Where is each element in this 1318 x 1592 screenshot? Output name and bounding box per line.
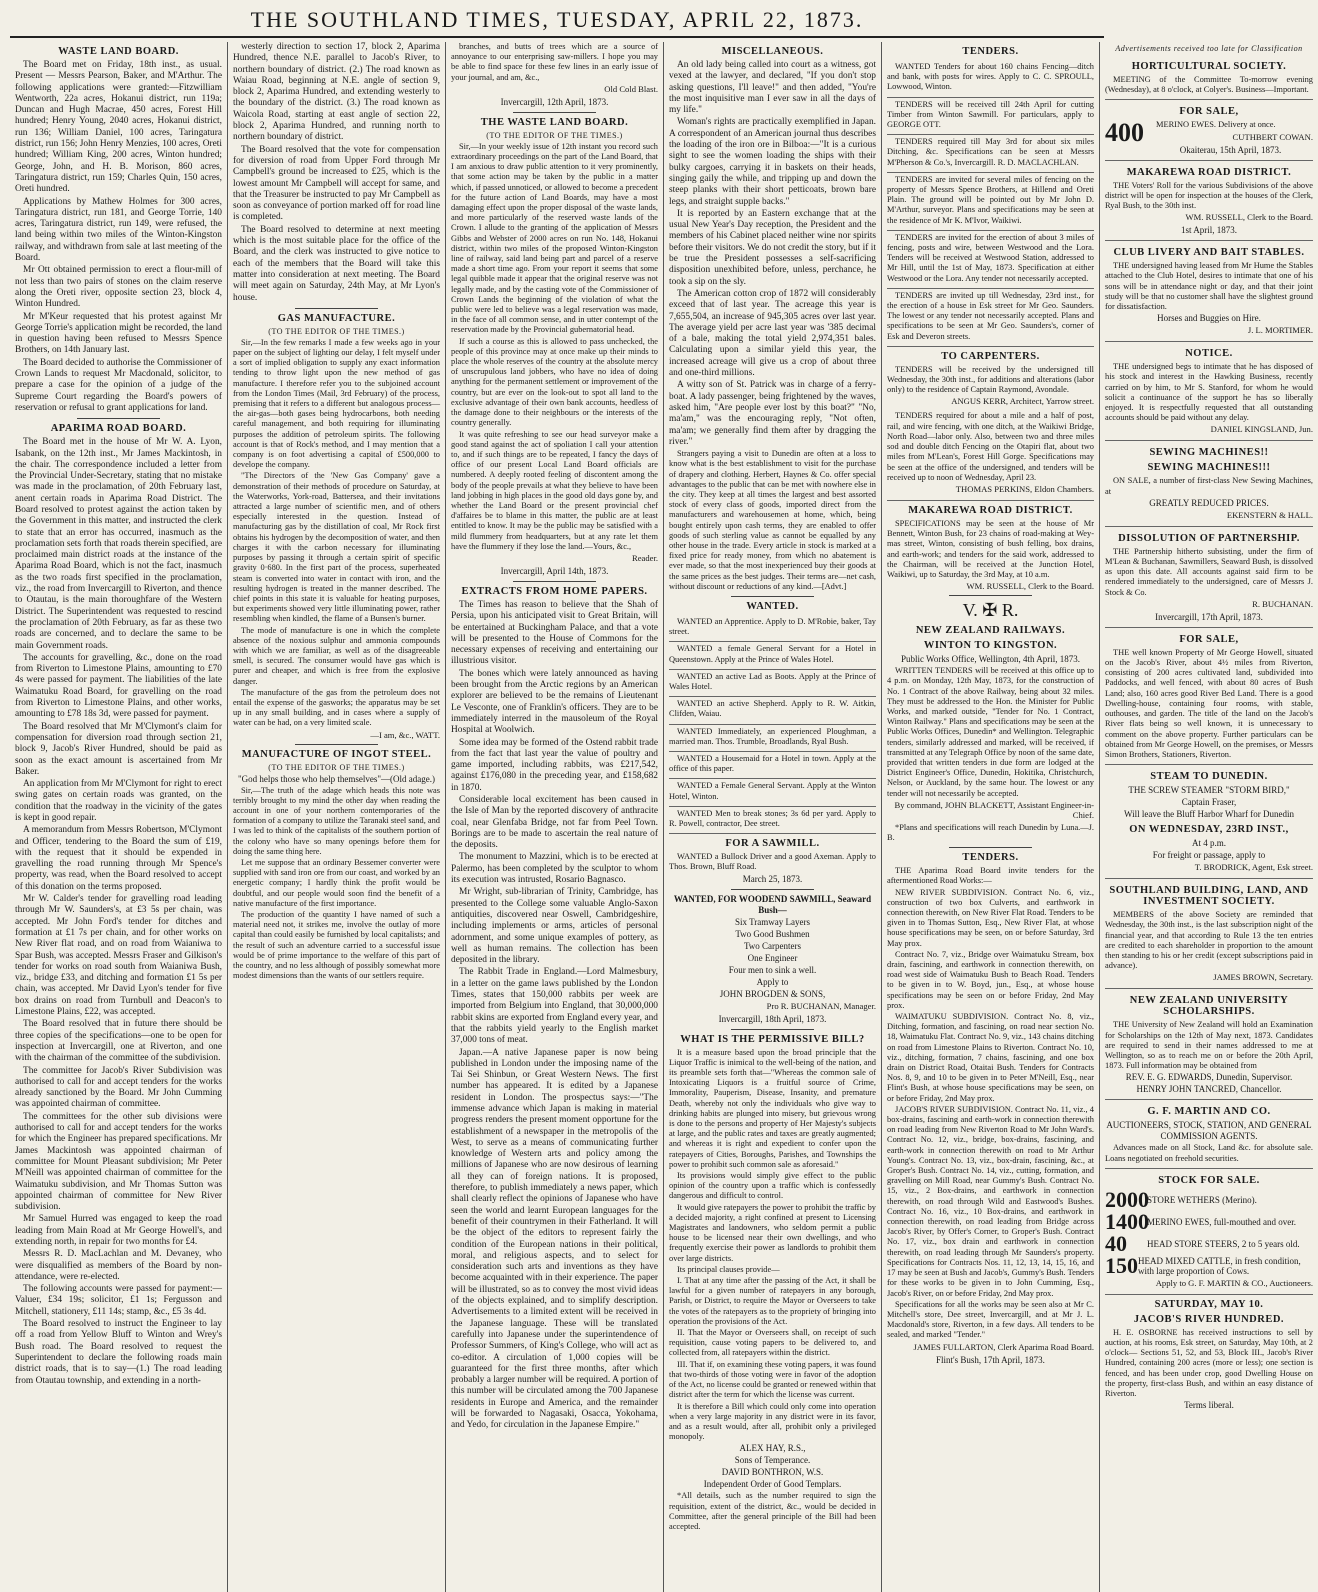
stock-item	[1105, 1252, 1313, 1278]
paragraph: The mode of manufacture is one in which the complete absence of the noxious sulphur and ammonia compounds with which we are familiar, as well as of the disagreeable smell, is secured. The consumer would have gas which is purer and cheaper, and which is free from the explosive danger.	[233, 625, 440, 686]
ad-text: THE Voters' Roll for the various Subdivisions of the above district will be open for inspection at the houses of the Clerk, Ryal Bush, to the 30th inst.	[1105, 180, 1313, 211]
ad-signature: DANIEL KINGSLAND, Jun.	[1210, 424, 1313, 435]
paragraph: I. That at any time after the passing of the Act, it shall be lawful for a given number of ratepayers in any borough, Parish, or District, to require the Mayor or Overseers to take the votes of the ratepayers as to the propriety of bringing into operation the provisions of the Act.	[669, 1276, 876, 1326]
aparima-road-board-heading: APARIMA ROAD BOARD.	[50, 423, 187, 435]
ad-signature: Apply to G. F. MARTIN & CO., Auctioneers.	[1155, 1277, 1313, 1288]
winton-kingston-heading: WINTON TO KINGSTON.	[923, 640, 1058, 652]
stock-desc: MERINO EWES, full-mouthed and over.	[1147, 1216, 1296, 1227]
paragraph: Specifications for all the works may be seen also at Mr C. Mitchell's store, Dee street, Invercargill, and at Mr J. L. Macdonald's store, Riverton, in a few days. All tenders to be sealed, and marked "Tender."	[887, 1299, 1094, 1340]
divider	[731, 596, 814, 597]
stock-item	[1105, 1230, 1313, 1256]
column-4	[664, 42, 882, 1592]
paragraph: The Board decided to authorise the Commissioner of Crown Lands to request Mr Macdonald, solicitor, to prepare a case for the opinion of a judge of the Supreme Court regarding the Board's powers of reservation or refusal to grant applications for land.	[15, 357, 222, 413]
ad-text: THE undersigned begs to intimate that he has disposed of his stock and interest in the Hawking Business, recently carried on by him, to Mr S. Stanford, for whom he would solicit a continuance of the support he has so liberally enjoyed. It is respectfully requested that all outstanding accounts should be paid without any delay.	[1105, 362, 1313, 423]
apply-note: For freight or passage, apply to	[1152, 850, 1266, 861]
classified-ad	[669, 697, 876, 724]
paragraph: Strangers paying a visit to Dunedin are often at a loss to know what is the best establishment to visit for the purchase of drapery and clothing. Herbert, Haynes & Co. offer special advantages to the public that can be met with nowhere else in the city. They keep at all times the largest and best assorted stock of every class of goods, imported direct from the manufacturers and warehousemen at home, which, being bought entirely upon cash terms, they are enabled to offer goods of such sterling value as cannot be equalled by any other house in the trade. Every article in stock is marked at a fixed price for ready money, from which no abatement is ever made, so that the most inexperienced buy their goods at the same prices as the best judges. Their terms are—net cash, without discount or reductions of any kind.—[Advt.]	[669, 449, 876, 591]
ad-date: Okaiterau, 15th April, 1873.	[1179, 144, 1282, 155]
column-2	[228, 42, 446, 1592]
woodend-apply: Apply to	[756, 976, 789, 987]
departure-time: At 4 p.m.	[1191, 838, 1226, 849]
woodend-item: Four men to sink a well.	[728, 964, 817, 975]
tender-ad	[887, 409, 1094, 500]
footnote: *Plans and specifications will reach Dunedin by Luna.—J. B.	[887, 822, 1094, 842]
letter-date: Invercargill, 12th April, 1873.	[500, 96, 609, 107]
dissolution-heading: DISSOLUTION OF PARTNERSHIP.	[1118, 532, 1300, 544]
ingot-steel-heading: MANUFACTURE OF INGOT STEEL.	[241, 748, 432, 760]
ad-text: WANTED Immediately, an experienced Ploughman, a married man. Thos. Trumble, Broadlands, Ryal Bush.	[669, 726, 876, 746]
ad-text: MERINO EWES. Delivery at once.	[1156, 120, 1276, 130]
paragraph: It would give ratepayers the power to prohibit the traffic by a decided majority, a right confined at present to Licensing Magistrates and landowners, who seldom permit a public house to be licensed near their own dwellings, and who frequently exercise their power as landlords to prohibit them over large districts.	[669, 1202, 876, 1263]
woodend-item: One Engineer	[747, 952, 798, 963]
footnote: *All details, such as the number required to sign the requisition, extent of the district, &c., would be decided in Committee, after the general principle of the Bill had been accepted.	[669, 1491, 876, 1531]
ad-text: WANTED a female General Servant for a Hotel in Queenstown. Apply at the Prince of Wales Hotel.	[669, 644, 876, 664]
editor-subheading: (TO THE EDITOR OF THE TIMES.)	[268, 326, 405, 336]
horticultural-heading: HORTICULTURAL SOCIETY.	[1131, 61, 1287, 72]
paragraph: THE Aparima Road Board invite tenders for the aftermentioned Road Works:—	[887, 866, 1094, 886]
divider	[295, 744, 378, 745]
paragraph: An application from Mr M'Clymont for right to erect swing gates on certain roads was granted, on the condition that the roadway in the vicinity of the gates is kept in good repair.	[15, 779, 222, 823]
paragraph: Its principal clauses provide—	[677, 1264, 780, 1274]
ad-text: MEMBERS of the above Society are reminded that Wednesday, the 30th inst., is the last subscription night of the financial year, and that according to Rule 13 the ten entries are credited to each shareholder in proportion to the amount then standing to his or her credit (except subscriptions paid in advance).	[1105, 910, 1313, 971]
ad-text: TENDERS are invited for the erection of about 3 miles of fencing, posts and wire, between Westwood and the Lora. Tenders will be received at Westwood Station, addressed to Mr Hill, until the 1st of May, 1873. Specification at either Westwood or the Lora. Any tender not necessarily accepted.	[887, 232, 1094, 283]
paragraph: Mr M'Keur requested that his protest against Mr George Torrie's application might be recorded, the land in question having been refused to Messrs Spence Brothers, on 14th January last.	[15, 311, 222, 356]
classified-ad	[669, 642, 876, 669]
paragraph: The committee for Jacob's River Subdivision was authorised to call for and accept tenders for the works already sanctioned by the Board. Mr John Cumming was appointed chairman of committee.	[15, 1065, 222, 1110]
paragraph: It is reported by an Eastern exchange that at the usual New Year's Day reception, the President and the members of his Cabinet placed neither wine nor spirits before their visitors. We do not credit the story, but if it be true the President possesses a self-sacrificing disposition unexhibited before, unless, perchance, he took a sip on the sly.	[669, 208, 876, 287]
paragraph: II. That the Mayor or Overseers shall, on receipt of such requisition, cause voting papers to be delivered to, and collected from, all ratepayers within the district.	[669, 1328, 876, 1358]
paragraph: Considerable local excitement has been caused in the Isle of Man by the reported discovery of anthracite coal, near Glenfaba Bridge, not far from Peel Town. Borings are to be made to ascertain the real nature of the deposits.	[451, 794, 658, 851]
paragraph: Sir,—In the few remarks I made a few weeks ago in your paper on the subject of lighting our delay, I felt myself under a sort of implied obligation to supply any exact information tending to throw light upon the new method of gas manufacture. I therefore refer you to the subjoined account from the London Times (Mail, 3rd February) of the process, premising that it refers to a different but analogous process—the air-gas—both gases being hydrocarbons, both needing careful management, and both requiring for illuminating purposes the addition of petroleum spirits. The following account is that of Rock's method, and I may mention that a company is on foot advertising a capital of £500,000 to develope the company.	[233, 337, 440, 470]
paragraph: The bones which were lately announced as having been brought from the Arctic regions by an American explorer are believed to be the remains of Lieutenant Le Vesconte, one of Franklin's officers. They are to be immediately interred in the mausoleum of the Royal Hospital at Woolwich.	[451, 668, 658, 736]
sewing-heading-2: SEWING MACHINES!!!	[1147, 462, 1271, 474]
jacobs-river-ad	[1105, 1299, 1313, 1411]
paragraph: Messrs R. D. MacLachlan and M. Devaney, who were disqualified as members of the Board by non-attendance, were re-elected.	[15, 1249, 222, 1282]
late-ads-note: Advertisements received too late for Classification	[1115, 44, 1303, 53]
permissive-bill-article	[669, 1048, 876, 1443]
paragraph: The Board resolved that Mr M'Clymont's claim for compensation for diversion road through section 21, block 9, Jacob's River Hundred, should be paid as soon as the exact amount is ascertained from Mr Baker.	[15, 721, 222, 777]
ad-signature: JAMES BROWN, Secretary.	[1213, 972, 1313, 983]
stock-heading: STOCK FOR SALE.	[1158, 1174, 1260, 1186]
divider	[513, 581, 596, 582]
stock-desc: HEAD MIXED CATTLE, in fresh condition, with large proportion of Cows.	[1138, 1255, 1301, 1276]
paragraph: The Board resolved that the vote for compensation for diversion of road from Upper Ford through Mr Campbell's ground be increased to £25, which is the lowest amount Mr Campbell will accept for same, and that the Treasurer be instructed to pay Mr Campbell as soon as conveyance of portion marked off for road line is completed.	[233, 144, 440, 223]
paragraph: Sir,—The truth of the adage which heads this note was terribly brought to my mind the other day when reading the account in one of your northern contemporaries of the formation of a company to utilize the Taranaki steel sand, and I was led to think of the capitalists of the southern portion of the colony who have so many openings before them for doing the same thing here.	[233, 785, 440, 856]
letter-signature: —I am, &c., WATT.	[370, 729, 440, 740]
sewing-machines-ad	[1105, 441, 1313, 526]
paragraph: branches, and butts of trees which are a source of annoyance to our enterprising saw-millers. I hope you may be able to find space for these few lines in an early issue of your journal, and am, &c.,	[451, 42, 658, 82]
classified-ad	[669, 670, 876, 697]
sewing-price: GREATLY REDUCED PRICES.	[1149, 497, 1269, 508]
paragraph: JACOB'S RIVER SUBDIVISION. Contract No. 11, viz., 4 box-drains, fascining and earth-work in connection therewith on road leading from New Riverton Road to Mr John Ward's. Contract No. 12, viz., bridge, box-drains, fascining, and earth-work in connection therewith on road to Mr Arthur Young's. Contract No. 13, viz., box-drain, fascining, &c., at Groper's Bush. Contract No. 14, viz., cutting, formation, and gravelling on Mill Road, near Gummy's Bush. Contract No. 15, viz., 2 Box-drains, and earthwork in connection therewith, on road through Wild and Eastwood's Bushes. Contract No. 16, viz., 10 Box-drains, and earthwork in connection therewith, on road leading from Bridge across Jacob's River, by Offer's Corner, to Groper's Bush. Contract No. 17, viz., box drain and earthwork in connection therewith, on road leading through Mr Saunders's property. Specifications for Contracts Nos. 11, 12, 13, 14, 15, 16, and 17 may be seen at Bush and Jacob's, Gummy's Bush. Tenders for these works to be given in to John Cumming, Esq., Jacob's River, on or before Friday, 2nd May prox.	[887, 1104, 1094, 1298]
ad-text: TENDERS will be received till 24th April for cutting Timber from Winton Sawmill. For particulars, apply to GEORGE OTT.	[887, 99, 1094, 130]
steam-heading: STEAM TO DUNEDIN.	[1150, 771, 1268, 783]
tender-ad	[887, 135, 1094, 173]
ad-text: SPECIFICATIONS may be seen at the house of Mr Bennett, Winton Bush, for 23 chains of road-making at Wey-mas street, Winton, consisting of bush felling, box drains, and earth-work; and tenders for the said work, addressed to the Chairman, will be received at the Junction Hotel, Waikiwi, up to Saturday, the 3rd May, at 10 a.m.	[887, 518, 1094, 579]
paragraph: WAIMATUKU SUBDIVISION. Contract No. 8, viz., Ditching, formation, and fascining, on road near section No. 18, Waimatuku Flat. Contract No. 9, viz., 143 chains ditching on road from Limestone Plains to Riverton. Contract No. 10, viz., ditching, formation, 7 chains, fascining, and one box drain on District Road, Otaitai Bush. Tenders for Contracts Nos. 8, 9, and 10 to be given in to Peter M'Neill, Esq., near Flint's Bush, at whose house specifications may be seen, on or before Friday, 2nd May prox.	[887, 1012, 1094, 1103]
divider	[731, 1029, 814, 1030]
ad-text: TENDERS will be received by the undersigned till Wednesday, the 30th inst., for additions and alterations (labor only) to the residence of Captain Raymond, Avondale.	[887, 364, 1094, 395]
ewes-count: 400	[1105, 118, 1144, 148]
ad-text: THE University of New Zealand will hold an Examination for Scholarships on the 12th of May next, 1873. Candidates are required to send in their names addressed to me at Wellington, so as to reach me on or before the 20th April, 1873. Full information may be obtained from	[1105, 1020, 1313, 1071]
makarewa-heading: MAKAREWA ROAD DISTRICT.	[1126, 166, 1292, 178]
paragraph: Mr Samuel Hurred was engaged to keep the road leading from Main Road at Mr George Howell's, and extending north, in repair for two months for £4.	[15, 1214, 222, 1247]
classified-ad	[669, 807, 876, 834]
steamer-name: THE SCREW STEAMER "STORM BIRD,"	[1128, 785, 1290, 796]
paragraph: The committees for the other sub divisions were authorised to call for and accept tenders for the works for which the Engineer has prepared specifications. Mr James Mackintosh was appointed chairman of committee for Mount Pleasant subdivision; Mr Peter M'Neill was appointed chairman of committee for the Waimatuku subdivision, and Mr Thomas Sutton was appointed chairman of committee for New River subdivision.	[15, 1111, 222, 1213]
stock-desc: HEAD STORE STEERS, 2 to 5 years old.	[1147, 1238, 1300, 1249]
paragraph: A witty son of St. Patrick was in charge of a ferry-boat. A lady passenger, being frightened by the waves, asked him, "Are people ever lost by this boat?" "No, ma'am," was the encouraging reply, "Not often, ma'am; we generally find them after by dragging the river."	[669, 380, 876, 447]
ad-text: THE Partnership hitherto subsisting, under the firm of M'Lean & Buchanan, Sawmillers, Seaward Bush, is dissolved as upon this date. All accounts against said firm to be rendered immediately to the undersigned, care of Messrs J. Stock & Co.	[1105, 546, 1313, 597]
permissive-bill-heading: WHAT IS THE PERMISSIVE BILL?	[680, 1033, 865, 1045]
paragraph: It is therefore a Bill which could only come into operation when a very large majority in any district were in its favor, and as a result would, after all, prohibit only a privileged monopoly.	[669, 1401, 876, 1442]
club-livery-ad	[1105, 241, 1313, 342]
ad-text: ON SALE, a number of first-class New Sewing Machines, at	[1105, 476, 1313, 496]
paragraph: The production of the quantity I have named of such a material need not, it strikes me, involve the outlay of more capital than could easily be furnished by local capitalists; and the result of such an adventure carried to a successful issue would be of prime importance to the welfare of this part of the country, and no less although of possibly somewhat more modest dimensions than the wants of our settlers require.	[233, 909, 440, 981]
for-sale-heading: FOR SALE,	[1179, 633, 1239, 645]
horticultural-ad	[1105, 55, 1313, 100]
university-heading: NEW ZEALAND UNIVERSITY SCHOLARSHIPS.	[1129, 995, 1289, 1018]
nz-railways-heading: NEW ZEALAND RAILWAYS.	[915, 625, 1066, 637]
paragraph: A memorandum from Messrs Robertson, M'Clymont and Officer, tendering to the Board the sum of £19, with the request that it should be expended in gravelling the road running through Mr Spence's property, was read, when the Board resolved to accept of this donation on the terms proposed.	[15, 825, 222, 892]
ad-text: TENDERS are invited up till Wednesday, 23rd inst., for the erection of a house in Esk street for Mr Geo. Saunders. The lowest or any tender not necessarily accepted. Plans and specifications to be seen at Mr Geo. Saunders's, corner of Esk and Deveron streets.	[887, 290, 1094, 341]
ad-text: THE well known Property of Mr George Howell, situated on the Jacob's River, about 4½ miles from Riverton, consisting of 200 acres cultivated land, subdivided into Paddocks, and well fenced, with about 80 acres of Bush Land; also, 160 acres good River Bed Land. There is a good Dwelling-house, containing four rooms, with stable, outhouses, and garden. The title of the land on the Jacob's River flats being so well known, it is unnecessary to comment on the above property. Further particulars can be obtained from Mr George Howell, on the premises, or Messrs Simon Brothers, Stationers, Riverton.	[1105, 647, 1313, 759]
ad-signature: JAMES FULLARTON, Clerk Aparima Road Board.	[913, 1341, 1094, 1352]
captain: Captain Fraser,	[1181, 797, 1237, 808]
ad-text: H. E. OSBORNE has received instructions to sell by auction, at his rooms, Esk street, on Saturday, May 10th, at 2 o'clock— Sections 51, 52, and 53, Block III., Jacob's River Hundred, containing 200 acres (more or less); one section is fenced, and has been under crop, good Dwelling House on the property, first-class Bush, and within an easy distance of Riverton.	[1105, 1327, 1313, 1398]
ad-signature: THOMAS PERKINS, Eldon Chambers.	[955, 483, 1094, 494]
paragraph: III. That if, on examining these voting papers, it was found that two-thirds of those voting were in favor of the adoption of the Act, no license could be granted or renewed within that district after the term for which the license was current.	[669, 1359, 876, 1400]
waste-land-letter-heading: THE WASTE LAND BOARD.	[480, 116, 629, 128]
stock-count: 2000	[1105, 1186, 1149, 1212]
gas-manufacture-heading: GAS MANUFACTURE.	[277, 312, 396, 324]
column-1	[10, 42, 228, 1592]
paragraph: An old lady being called into court as a witness, got vexed at the lawyer, and declared, "If you don't stop asking questions, I'll leave!" and then added, "You're the most inquisitive man I ever saw in all the days of my life."	[669, 60, 876, 116]
paragraph: "The Directors of the 'New Gas Company' gave a demonstration of their methods of procedure on Saturday, at the Waterworks, York-road, Battersea, and their invitations attracted a large number of scientific men, and of others especially interested in the question. Instead of manufacturing gas by the distillation of coal, Mr Rock first obtains his hydrogen by the decomposition of water, and then charges it with the carbon necessary for illuminating purposes by passing it through a certain spirit of specific gravity 0·680. In the first part of the process, superheated steam is converted into water in contact with iron, and the resulting hydrogen is treated in the manner described. The chief points in this state it is valuable for heating purposes, but experiments showed very little illuminating power, rather resembling when kindled, the flame of a Bunsen's burner.	[233, 471, 440, 624]
paragraph: The Board resolved that in future there should be three copies of the specifications—one to be open for inspection at Invercargill, one at Riverton, and one with the chairman of the committee of the subdivision.	[15, 1019, 222, 1064]
ad-text: WANTED an Apprentice. Apply to D. M'Robie, baker, Tay street.	[669, 616, 876, 637]
sale-ewes-ad	[1105, 100, 1313, 160]
tender-ad	[887, 289, 1094, 347]
notice-ad	[1105, 342, 1313, 441]
extracts-article	[451, 600, 658, 1432]
divider	[949, 595, 1032, 596]
ad-date: Invercargill, 17th April, 1873.	[1155, 611, 1263, 622]
stock-count: 150	[1105, 1252, 1138, 1278]
classified-ad	[669, 752, 876, 779]
signature: Independent Order of Good Templars.	[703, 1479, 842, 1490]
ad-note: Horses and Buggies on Hire.	[1157, 313, 1261, 324]
stock-desc: STORE WETHERS (Merino).	[1147, 1194, 1257, 1205]
tender-ad	[887, 60, 1094, 98]
stock-item	[1105, 1208, 1313, 1234]
column-3	[446, 42, 664, 1592]
adage-quote: "God helps those who help themselves"—(Old adage.)	[237, 773, 436, 784]
paragraph: If such a course as this is allowed to pass unchecked, the people of this province may at once make up their minds to place the whole reserves of the country at the absolute mercy of unscrupulous land jobbers, who have no idea of doing anything for the permanent settlement or improvement of the country, but are ever on the look-out to spot all land to the exclusive advantage of their own bank accounts, heedless of the damage done to their neighbours or the interests of the country generally.	[451, 336, 658, 428]
signature: Sons of Temperance.	[734, 1455, 811, 1466]
letter-signature: Old Cold Blast.	[604, 83, 658, 94]
ad-text: WANTED a Bullock Driver and a good Axeman. Apply to Thos. Brown, Bluff Road.	[669, 852, 876, 872]
column-6	[1100, 42, 1318, 1592]
ad-date: Flint's Bush, 17th April, 1873.	[936, 1354, 1045, 1365]
building-society-heading: SOUTHLAND BUILDING, LAND, AND INVESTMENT SOCIETY.	[1109, 885, 1309, 908]
ad-text: WANTED a Female General Servant. Apply at the Winton Hotel, Winton.	[669, 781, 876, 801]
masthead: THE SOUTHLAND TIMES, TUESDAY, APRIL 22, 1873.	[10, 6, 1104, 38]
paragraph: Its provisions would simply give effect to the public opinion of the country upon a traffic which is confessedly dangerous and difficult to control.	[669, 1171, 876, 1201]
woodend-item: Two Good Bushmen	[735, 928, 810, 939]
letter-date: Invercargill, April 14th, 1873.	[500, 565, 609, 576]
ingot-steel-letter	[233, 786, 440, 982]
paragraph: The Board resolved to instruct the Engineer to lay off a road from Yellow Bluff to Winton and Wrey's Bush road. The Board resolved to request the Superintendent to declare the following roads main district roads, that is to say—(1.) The road leading from Otautau township, and extending in a north-	[15, 1319, 222, 1386]
stock-sale-ad	[1105, 1169, 1313, 1295]
ad-text: TENDERS required for about a mile and a half of post, rail, and wire fencing, with one ditch, at the Waikiwi Bridge, North Road—labor only. Also, between two and three miles sod and double ditch Fencing on the Otapiri flat, about two miles from M'Lean's, Forest Hill Gorge. Specifications may be seen at the office of the undersigned, and tenders will be received up to noon of Wednesday, April 23.	[887, 411, 1094, 482]
ad-text: Advances made on all Stock, Land &c. for absolute sale. Loans negotiated on freehold securities.	[1105, 1143, 1313, 1163]
woodend-title: WANTED, FOR WOODEND SAWMILL, Seaward Bush—	[673, 893, 872, 915]
paragraph: Applications by Mathew Holmes for 300 acres, Taringatura district, run 181, and George Torrie, 140 acres, Taringatura district, run 149, were refused, the land being within two miles of the Winton-Kingston railway, and withdrawn from sale at last meeting of the Board.	[15, 196, 222, 264]
paragraph: Japan.—A native Japanese paper is now being published in London under the imposing name of the Tai Sei Shinbun, or Great Western News. The first number has appeared. It is edited by a Japanese resident in London. The prospectus says:—"The immense advance which Japan is making in material progress renders the present moment opportune for the establishment of a newspaper in the metropolis of the West, to serve as a means of communicating further knowledge of Western arts and policy among the millions of Japanese who are now desirous of learning all they can of foreign nations. It is proposed, therefore, to publish immediately a news paper, which shall clearly reflect the opinions of Japanese who have seen the world and learnt European languages for the benefit of their countrymen in their Fatherland. It will be the object of the editors to represent fairly the condition of the European nations in their political, moral, and religious aspects, and to select for consideration such arts and inventions as they have become acquainted with in their experience. The paper will be illustrated, so as to convey the most vivid ideas of the objects explained, and to simplify description. Advertisements to a limited extent will be received in the Japanese language. These will be translated carefully into Japanese under the superintendence of Professor Summers, of King's College, who will act as co-editor. A circulation of 1,000 copies will be guaranteed for the first three months, after which probably a larger number will be required. A portion of this number will be circulated among the 700 Japanese residents in Europe and America, and the remainder will be forwarded to Nagasaki, Osacca, Yokohama, and Yedo, for circulation in the Japanese Empire."	[451, 1047, 658, 1431]
paragraph: Contract No. 7, viz., Bridge over Waimatuku Stream, box drain, fascining, and earthwork in connection therewith, on road west side of Waimatuku Bush to Beach Road. Tenders to be given in to W. Boyd, jun., Esq., at whose house specifications may be seen on or before Friday, 2nd May prox.	[887, 949, 1094, 1010]
paragraph: Sir,—In your weekly issue of 12th instant you record such extraordinary proceedings on the part of the Land Board, that I am anxious to draw public attention to it very prominently, that some action may be taken by the public in a matter which, if passed unnoticed, or allowed to become a precedent for the future action of Land Boards, may have a most damaging effect upon the proper disposal of the waste lands, and more particularly of the reserved waste lands of the Crown. I allude to the granting of the application of Messrs Gibbs and Webster of 2000 acres on run No. 148, Hokanui district, within two miles of the proposed Winton-Kingston line of railway, said land being part and parcel of a reserve made a short time ago. From your report it seems that some legal quibble made it appear that the original reserve was not legally made, and by the casting vote of the Commissioner of Crown Lands the beginning of the violation of what the public were led to believe was a legal reservation was made, in the face of all common sense, and in utter contempt of the reservation made by the Provincial gubernatorial head.	[451, 141, 658, 335]
signature: DAVID BONTHRON, W.S.	[721, 1467, 824, 1478]
ad-date: Invercargill, 18th April, 1873.	[718, 1013, 827, 1024]
classified-ad	[669, 615, 876, 642]
stock-count: 40	[1105, 1230, 1127, 1256]
ad-text: WANTED a Housemaid for a Hotel in town. Apply at the office of this paper.	[669, 753, 876, 774]
ad-date: March 25, 1873.	[742, 873, 803, 884]
university-ad	[1105, 989, 1313, 1100]
paragraph: The manufacture of the gas from the petroleum does not entail the expense of the gasworks; the apparatus may be set up in any small building, and in cases where a supply of water can be had, on a very limited scale.	[233, 687, 440, 728]
makarewa-heading: MAKAREWA ROAD DISTRICT.	[908, 504, 1073, 516]
ad-text: WANTED Men to break stones; 3s 6d per yard. Apply to R. Powell, contractor, Dee street.	[669, 808, 876, 828]
paragraph: The Times has reason to believe that the Shah of Persia, upon his anticipated visit to Great Britain, will be entertained at Buckingham Palace, and that a vote will be presented to the House of Commons for the necessary expenses of receiving and entertaining our illustrious visitor.	[451, 599, 658, 667]
club-livery-heading: CLUB LIVERY AND BAIT STABLES.	[1113, 247, 1305, 259]
paragraph: NEW RIVER SUBDIVISION. Contract No. 6, viz., construction of two box Culverts, and earthwork in connection therewith, on New River Flat Road. Tenders to be given in to Thomas Sutton, Esq., New River Flat, at whose house specifications may be seen, on or before Saturday, 3rd May prox.	[887, 887, 1094, 948]
ad-text: THE undersigned having leased from Mr Hume the Stables attached to the Club Hotel, desires to intimate that one of his sons will be in attendance night or day, and that their joint study will be that no customer shall have the slightest ground for dissatisfaction.	[1105, 261, 1313, 312]
ad-signature: ANGUS KERR, Architect, Yarrow street.	[951, 396, 1094, 407]
paragraph: The American cotton crop of 1872 will considerably exceed that of last year. The acreage this year is 7,655,504, an increase of 945,305 acres over last year. The average yield per acre last year was '385 decimal of a bale, making the total yield 2,974,351 bales. Calculating upon a similar yield this year, the increased acreage will give us a crop of about three and one-third millions.	[669, 288, 876, 379]
paragraph: Mr Ott obtained permission to erect a flour-mill of not less than two pairs of stones on the claim reserve along the Oreti river, opposite section 23, block 4, Winton Hundred.	[15, 265, 222, 310]
signature: ALEX HAY, R.S.,	[739, 1443, 806, 1454]
ad-text: WRITTEN TENDERS will be received at this office up to 4 p.m. on Monday, 12th May, 1873, for the construction of No. 1 Contract of the above Railway, being about 32 miles. They must be addressed to the Hon. the Minister for Public Works, and marked outside, "Tender for No. 1 Contract, Winton Railway." Plans and specifications may be seen at the Public Works Offices, Dunedin* and Wellington. Telegraphic tenders, similarly addressed and marked, will be received, if transmitted at any Telegraph Office by noon of the same date, provided that written tenders in due form are lodged at the District Engineer's Office, Dunedin, Hokitika, Christchurch, Nelson, or Auckland, by the same hour. The lowest or any tender will not necessarily be accepted.	[887, 666, 1094, 798]
tenders-aparima-heading: TENDERS.	[962, 852, 1019, 864]
columns	[10, 42, 1313, 1592]
ad-text: WANTED an active Lad as Boots. Apply at the Prince of Wales Hotel.	[669, 671, 876, 691]
paragraph: The following accounts were passed for payment:—Valuer, £34 19s; solicitor, £1 1s; Fergusson and Mitchell, stationery, £11 14s; stamp, &c., £5 3s 4d.	[15, 1284, 222, 1317]
sale-date-heading: SATURDAY, MAY 10.	[1154, 1298, 1264, 1310]
paragraph: The monument to Mazzini, which is to be erected at Palermo, has been completed by the sculptor to whom its execution was intrusted, Rosario Bagnasco.	[451, 852, 658, 886]
miscellaneous-article	[669, 60, 876, 592]
sawmill-heading: FOR A SAWMILL.	[725, 838, 820, 850]
departure-date: ON WEDNESDAY, 23RD INST.,	[1129, 824, 1289, 836]
ad-signature: By command, JOHN BLACKETT, Assistant Engineer-in-Chief.	[894, 799, 1094, 820]
dissolution-ad	[1105, 527, 1313, 628]
divider	[949, 847, 1032, 848]
paragraph: westerly direction to section 17, block 2, Aparima Hundred, thence N.E. parallel to Jacob's River, to northern boundary of district. (2.) The road known as Waiau Road, beginning at N.E. angle of section 9, block 2, Aparima Hundred, and extending westerly to the boundary of the district. (3.) The road known as Waicola Road, starting at east angle of section 22, block 2, Aparima Hundred, and running north to northern boundary of district.	[233, 42, 440, 143]
waste-land-board-article	[15, 60, 222, 414]
tender-ad	[887, 231, 1094, 289]
divider	[295, 308, 378, 309]
paragraph: It was quite refreshing to see our head surveyor make a good stand against the act of spoliation I call your attention to, and if such things are to be repeated, I fancy the days of office of our present Local Land Board officials are numbered. A deeply rooted feeling of discontent among the body of the people prevails at what they believe to have been land jobbing in high places in the good old days gone by, and whether the Land Board or the present provincial chef d'affaires be to blame in this matter, the public are at least entitled to know. It may be the public may be satisfied with a mild flummery from headquarters, but at any rate let them have the flummery if they lose the land.—Yours, &c.,	[451, 429, 658, 551]
waste-land-board-heading: WASTE LAND BOARD.	[58, 46, 179, 57]
departure: Will leave the Bluff Harbor Wharf for Dunedin	[1124, 809, 1294, 820]
miscellaneous-heading: MISCELLANEOUS.	[721, 46, 824, 57]
ad-signature: REV. E. G. EDWARDS, Dunedin, Supervisor.	[1125, 1072, 1293, 1083]
ad-signature: EKENSTERN & HALL.	[1226, 509, 1313, 520]
paragraph: Let me suppose that an ordinary Bessemer converter were supplied with sand iron ore from our coast, and worked by an energetic company; I hardly think the profit would be doubtful, and our people would soon find the benefit of a native manufacture of the first importance.	[233, 857, 440, 908]
office-dateline: Public Works Office, Wellington, 4th April, 1873.	[900, 654, 1081, 665]
waste-land-letter	[451, 142, 658, 552]
property-sale-ad	[1105, 628, 1313, 765]
extracts-heading: EXTRACTS FROM HOME PAPERS.	[461, 585, 648, 597]
letter-signature: Reader.	[631, 552, 658, 563]
tenders-heading: TENDERS.	[962, 46, 1019, 57]
tender-ad	[887, 173, 1094, 231]
jacobs-river-heading: JACOB'S RIVER HUNDRED.	[1133, 1313, 1285, 1325]
terms: Terms liberal.	[1184, 1400, 1234, 1411]
paragraph: The accounts for gravelling, &c., done on the road from Riverton to Limestone Plains, amounting to £70 4s were passed for payment. The liabilities of the late Waimatuku Road Board, for gravelling on the road from Riverton to Limestone Plains, and other works, amounting to £78 18s 3d, were passed for payment.	[15, 652, 222, 720]
woodend-firm: JOHN BROGDEN & SONS,	[719, 988, 826, 999]
martin-co-heading: G. F. MARTIN AND CO.	[1147, 1106, 1271, 1118]
woodend-item: Six Tramway Layers	[735, 916, 810, 927]
stock-count: 1400	[1105, 1208, 1149, 1234]
paragraph: The Board met on Friday, 18th inst., as usual. Present — Messrs Pearson, Baker, and M'Arthur. The following applications were granted:—Fitzwilliam Wentworth, 22a acres, Hokanui district, run 119a; Duncan and Hugh Macrae, 450 acres, Forest Hill hundred; Henry Young, 2040 acres, Hokanui district, run 136; William Daniel, 100 acres, Taringatura district, run 156; John Henry Menzies, 100 acres, Oreti hundred; William King, 200 acres, Winton hundred; George, John, and H. B. Morison, 860 acres, Taringatura district, run 159; Charles Quin, 150 acres, Oreti hundred.	[15, 60, 222, 195]
paragraph: The Board resolved to determine at next meeting which is the most suitable place for the office of the Board, and the clerk was instructed to give notice to each of the members that the Board will take this matter into consideration at next meeting. The Board will meet again on Saturday, 24th May, at Mr Lyon's house.	[233, 224, 440, 303]
classified-ad	[669, 725, 876, 752]
classified-ad	[669, 779, 876, 806]
for-sale-heading: FOR SALE,	[1179, 106, 1239, 118]
paragraph: The Board met in the house of Mr W. A. Lyon, Isabank, on the 12th inst., Mr James Mackintosh, in the chair. The correspondence included a letter from the Provincial Under-Secretary, stating that no mistake was made in the proclamation, of 20th February last, anent certain roads in Aparima Road District. The Board resolved to protest against the action taken by the Government in this matter, and instructed the clerk to state that an error has occurred, inasmuch as the proclamation sets forth that roads therein specified, are proclaimed main district roads at the instance of the Aparima Road Board, which is not the fact, inasmuch as the two roads first specified in the proclamation, viz., the road from Invercargill to Riverton, and thence to Otautau, is the main thoroughfare of the Western District. The Superintendent was requested to rescind the proclamation of 20th February, as far as these two roads are concerned, and to declare the same to be main Government roads.	[15, 437, 222, 651]
editor-subheading: (TO THE EDITOR OF THE TIMES.)	[268, 762, 405, 772]
ad-text: WANTED an active Shepherd. Apply to R. W. Aitkin, Clifden, Waiau.	[669, 699, 876, 719]
ad-text: MEETING of the Committee To-morrow evening (Wednesday), at 8 o'clock, at Colyer's. Business—Important.	[1105, 75, 1313, 95]
tender-ad	[887, 98, 1094, 136]
paragraph: The Rabbit Trade in England.—Lord Malmesbury, in a letter on the game laws published by the London Times, states that 150,000 rabbits per week are imported from Belgium into England, that 30,000,000 rabbit skins are exported from England every year, and that the rabbits yield yearly to the English market 37,000 tons of meat.	[451, 967, 658, 1046]
paragraph: Mr W. Calder's tender for gravelling road leading through Mr W. Saunders's, at £3 5s per chain, was accepted. Mr John Ford's tender for ditches and formation at £1 7s per chain, and for other works on New River flat road, and on road from Waianiwa to Spar Bush, was accepted. Messrs Fraser and Gilkison's tender for works on road south from Waianiwa Bush, viz., bridge £33, and ditching and formation £1 5s per chain, was accepted. Mr David Lyon's tender for five box drains on road from Turnbull and Deacon's to Limestone Plains, £22, was accepted.	[15, 894, 222, 1018]
building-society-ad	[1105, 879, 1313, 989]
steam-ad	[1105, 765, 1313, 879]
paragraph: It is a measure based upon the broad principle that the Liquor Traffic is inimical to the well-being of the nation, and its preamble sets forth that—"Whereas the common sale of Intoxicating Liquors is a fruitful source of Crime, Immorality, Pauperism, Disease, Insanity, and premature Death, whereby not only the individuals who give way to drinking habits are plunged into misery, but grievous wrong is done to the persons and property of Her Majesty's subjects at large, and the public rates and taxes are greatly augmented; and whereas it is right and expedient to confer upon the ratepayers of Cities, Boroughs, Parishes, and Townships the power to prohibit such common sale as aforesaid."	[669, 1047, 876, 1169]
paragraph: Some idea may be formed of the Ostend rabbit trade from the fact that last year the value of poultry and game imported, including rabbits, was £217,542, against £176,080 in the preceding year, and £158,682 in 1870.	[451, 737, 658, 793]
ad-text: TENDERS are invited for several miles of fencing on the property of Messrs Spence Brothers, at Hillend and Oreti Plain. The ground will be pointed out by Mr John D. M'Arthur, surveyor. Plans and specifications may be seen at the residence of Mr K. M'Ivor, Waikiwi.	[887, 174, 1094, 225]
column-5	[882, 42, 1100, 1592]
royal-crest-icon: V. ✠ R.	[962, 600, 1019, 621]
aparima-road-board-article	[15, 437, 222, 1387]
ad-signature: HENRY JOHN TANCRED, Chancellor.	[1136, 1084, 1282, 1095]
carpenters-heading: TO CARPENTERS.	[941, 350, 1040, 362]
ad-signature: J. L. MORTIMER.	[1247, 325, 1313, 336]
ad-date: 1st April, 1873.	[1180, 225, 1237, 236]
woodend-item: Two Carpenters	[743, 940, 802, 951]
gas-manufacture-letter	[233, 338, 440, 729]
notice-heading: NOTICE.	[1185, 348, 1233, 360]
makarewa-roll-ad	[1105, 161, 1313, 242]
woodend-manager: Pro R. BUCHANAN, Manager.	[766, 1000, 876, 1011]
wanted-ads	[669, 615, 876, 834]
sewing-heading: SEWING MACHINES!!	[1149, 447, 1269, 459]
ad-signature: R. BUCHANAN.	[1252, 598, 1313, 609]
ad-text: TENDERS required till May 3rd for about six miles Ditching, &c. Specifications can be seen at Messrs M'Pherson & Co.'s, Invercargill. R. D. MACLACHLAN.	[887, 137, 1094, 167]
divider	[513, 112, 596, 113]
martin-co-subheading: AUCTIONEERS, STOCK, STATION, AND GENERAL COMMISSION AGENTS.	[1106, 1120, 1312, 1142]
ad-signature: T. BRODRICK, Agent, Esk street.	[1194, 862, 1313, 873]
paragraph: Mr Wright, sub-librarian of Trinity, Cambridge, has presented to the College some valuable Anglo-Saxon antiquities, discovered near Oswell, Cambridgeshire, including implements or arms, articles of personal adornment, and some unique examples of pottery, as well as human remains. The collection has been deposited in the library.	[451, 887, 658, 966]
paragraph: Woman's rights are practically exemplified in Japan. A correspondent of an American journal thus describes the loading of the iron ore in Bilboa:—"It is a curious sight to see the women loading the ships with their bulky cargoes, carrying it in baskets on their heads, singing gaily the while, and tripping up and down the steep planks with their short petticoats, brown bare legs, and straight supple backs."	[669, 117, 876, 207]
editor-subheading: (TO THE EDITOR OF THE TIMES.)	[486, 130, 623, 140]
ad-signature: WM. RUSSELL, Clerk to the Board.	[1185, 212, 1313, 223]
ad-signature: CUTHBERT COWAN.	[1232, 131, 1313, 142]
ad-signature: WM. RUSSELL, Clerk to the Board.	[966, 581, 1094, 592]
wanted-heading: WANTED.	[746, 600, 799, 612]
stock-item	[1105, 1186, 1313, 1212]
divider	[731, 889, 814, 890]
ad-text: WANTED Tenders for about 160 chains Fencing—ditch and bank, with posts for wires. Apply to C. C. SPROULL, Lowwood, Winton.	[887, 62, 1094, 92]
martin-co-ad	[1105, 1100, 1313, 1168]
divider	[77, 418, 160, 419]
